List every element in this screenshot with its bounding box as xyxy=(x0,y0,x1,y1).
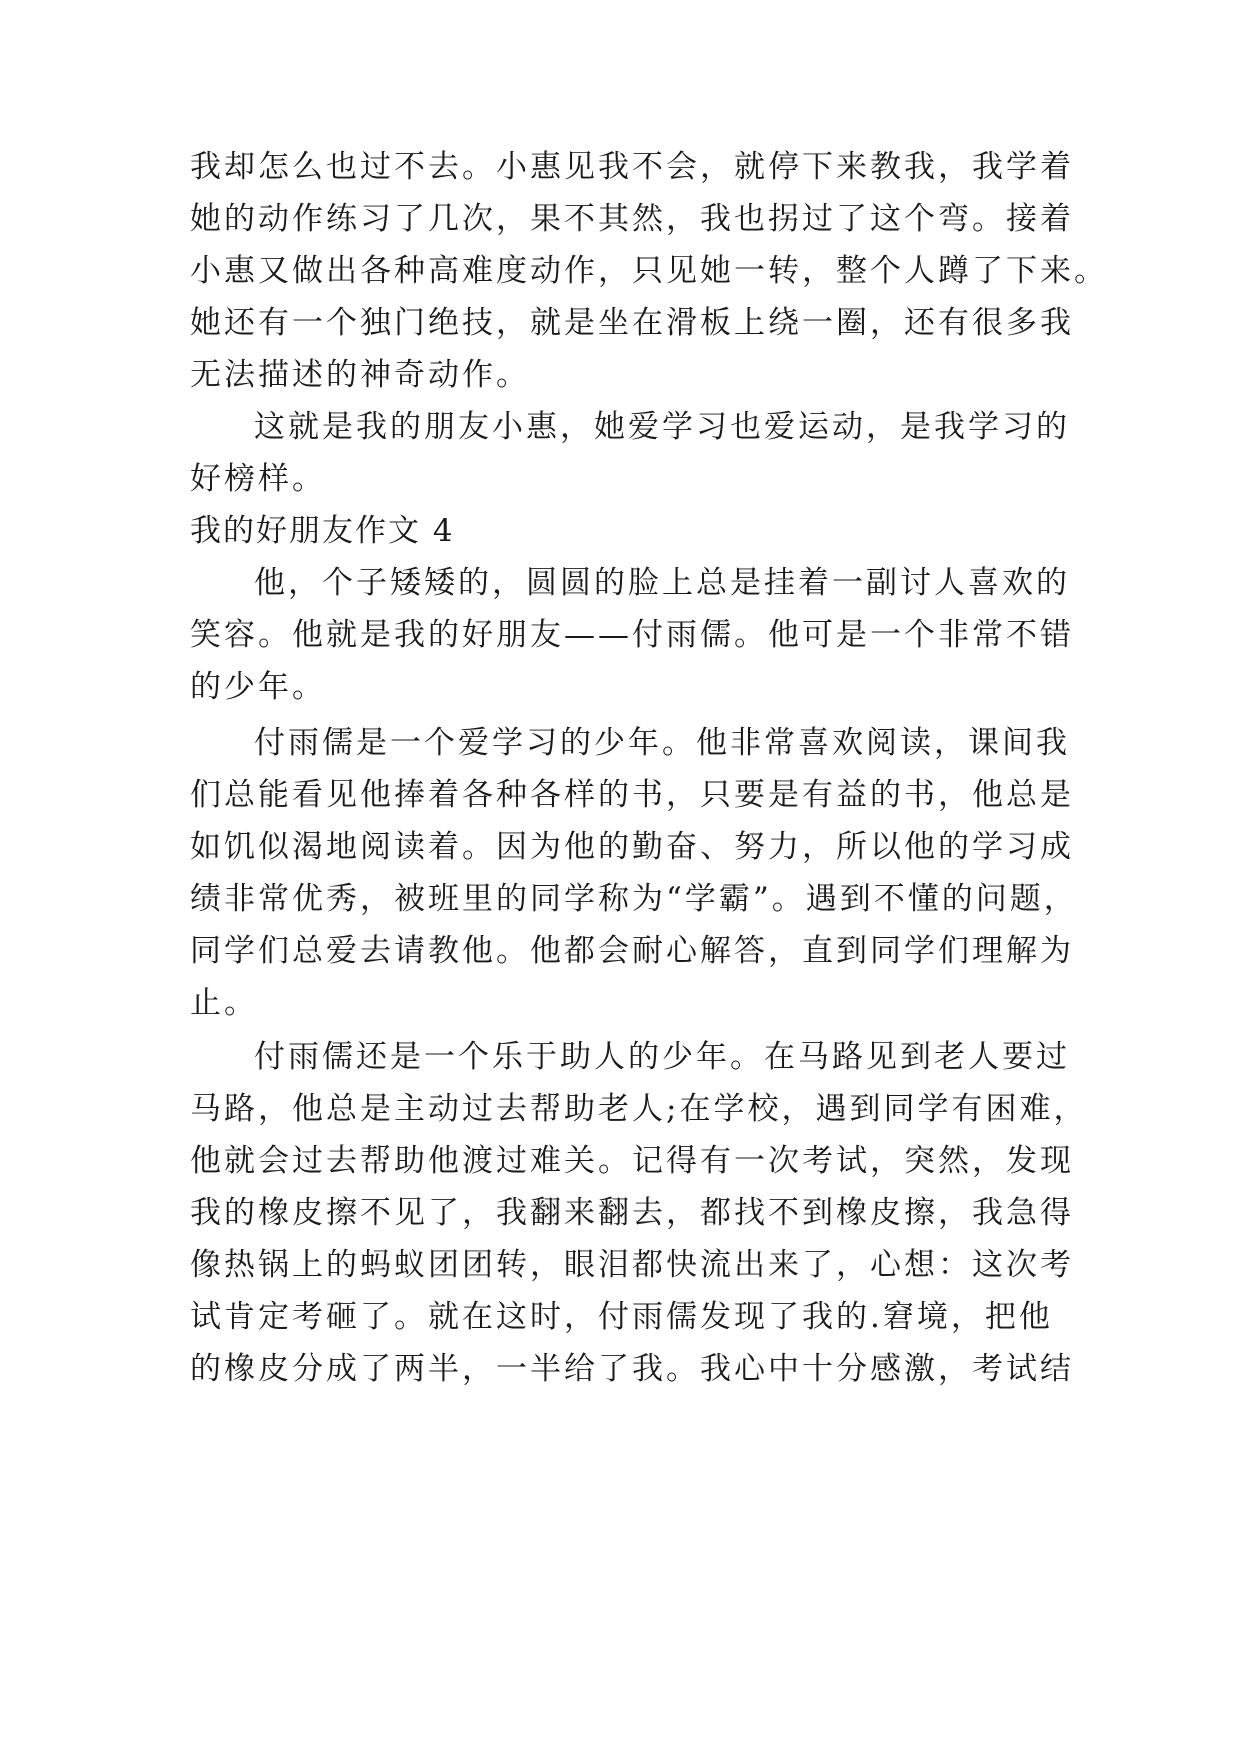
text-line: 们总能看见他捧着各种各样的书，只要是有益的书，他总是 xyxy=(190,777,1074,813)
text-line: 同学们总爱去请教他。他都会耐心解答，直到同学们理解为 xyxy=(190,933,1074,969)
text-line: 像热锅上的蚂蚁团团转，眼泪都快流出来了，心想：这次考 xyxy=(190,1247,1074,1283)
text-line: 她还有一个独门绝技，就是坐在滑板上绕一圈，还有很多我 xyxy=(190,305,1074,341)
text-line: 我的橡皮擦不见了，我翻来翻去，都找不到橡皮擦，我急得 xyxy=(190,1195,1074,1231)
text-line: 她的动作练习了几次，果不其然，我也拐过了这个弯。接着 xyxy=(190,201,1074,237)
text-line: 试肯定考砸了。就在这时，付雨儒发现了我的.窘境，把他 xyxy=(190,1299,1053,1335)
text-line: 绩非常优秀，被班里的同学称为“学霸”。遇到不懂的问题， xyxy=(190,881,1078,917)
section-heading: 我的好朋友作文 4 xyxy=(190,513,455,549)
text-line: 无法描述的神奇动作。 xyxy=(190,357,530,393)
text-line: 止。 xyxy=(190,985,258,1021)
text-line: 如饥似渴地阅读着。因为他的勤奋、努力，所以他的学习成 xyxy=(190,829,1074,865)
text-line: 好榜样。 xyxy=(190,461,326,497)
paragraph-first-line: 他，个子矮矮的，圆圆的脸上总是挂着一副讨人喜欢的 xyxy=(254,565,1070,601)
paragraph-first-line: 付雨儒是一个爱学习的少年。他非常喜欢阅读，课间我 xyxy=(254,725,1070,761)
paragraph-first-line: 这就是我的朋友小惠，她爱学习也爱运动，是我学习的 xyxy=(254,409,1070,445)
text-line: 马路，他总是主动过去帮助老人;在学校，遇到同学有困难， xyxy=(190,1091,1088,1127)
text-line: 我却怎么也过不去。小惠见我不会，就停下来教我，我学着 xyxy=(190,149,1074,185)
paragraph-first-line: 付雨儒还是一个乐于助人的少年。在马路见到老人要过 xyxy=(254,1039,1070,1075)
text-line: 的少年。 xyxy=(190,669,326,705)
text-line: 他就会过去帮助他渡过难关。记得有一次考试，突然，发现 xyxy=(190,1143,1074,1179)
text-line: 小惠又做出各种高难度动作，只见她一转，整个人蹲了下来。 xyxy=(190,253,1108,289)
text-line: 的橡皮分成了两半，一半给了我。我心中十分感激，考试结 xyxy=(190,1351,1074,1387)
text-line: 笑容。他就是我的好朋友——付雨儒。他可是一个非常不错 xyxy=(190,617,1074,653)
